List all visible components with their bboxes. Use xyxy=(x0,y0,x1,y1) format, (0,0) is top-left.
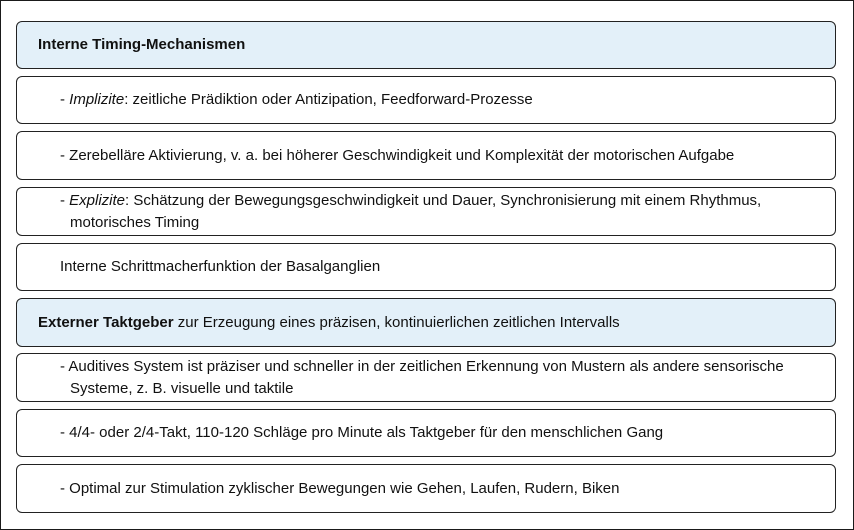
item-term: Explizite xyxy=(69,191,126,209)
list-item xyxy=(16,131,836,180)
item-text: Interne Schrittmacherfunktion der Basalganglien xyxy=(60,258,381,275)
bullet-dash: - xyxy=(60,424,70,441)
list-item xyxy=(16,464,836,513)
bullet-dash: - xyxy=(60,191,70,209)
header-title: Interne Timing-Mechanismen xyxy=(38,36,246,53)
item-text: Auditives System ist präziser und schneller in der zeitlichen Erkennung von Mustern als andere sensorische Systeme, z. B. visuelle und taktile xyxy=(68,357,784,397)
list-item xyxy=(16,187,836,236)
item-text: Zerebelläre Aktivierung, v. a. bei höherer Geschwindigkeit und Komplexität der motorischen Aufgabe xyxy=(69,146,735,164)
item-text: : zeitliche Prädiktion oder Antizipation, Feedforward-Prozesse xyxy=(124,91,533,108)
section-header-internal xyxy=(16,21,836,69)
bullet-dash: - xyxy=(60,357,69,375)
header-title: Externer Taktgeber xyxy=(38,313,174,331)
item-text: 4/4- oder 2/4-Takt, 110-120 Schläge pro Minute als Taktgeber für den menschlichen Gang xyxy=(69,424,664,441)
item-term: Implizite xyxy=(69,91,125,108)
list-item xyxy=(16,76,836,124)
bullet-dash: - xyxy=(60,146,70,164)
bullet-dash: - xyxy=(60,91,70,108)
item-text: : Schätzung der Bewegungsgeschwindigkeit und Dauer, Synchronisierung mit einem Rhythmus, motorisches Timing xyxy=(70,191,762,231)
item-text: Optimal zur Stimulation zyklischer Bewegungen wie Gehen, Laufen, Rudern, Biken xyxy=(69,479,620,497)
section-header-external xyxy=(16,298,836,347)
list-item xyxy=(16,409,836,457)
bullet-dash: - xyxy=(60,479,70,497)
list-item-plain xyxy=(16,243,836,291)
header-text: zur Erzeugung eines präzisen, kontinuierlichen zeitlichen Intervalls xyxy=(173,313,620,331)
list-item xyxy=(16,353,836,402)
